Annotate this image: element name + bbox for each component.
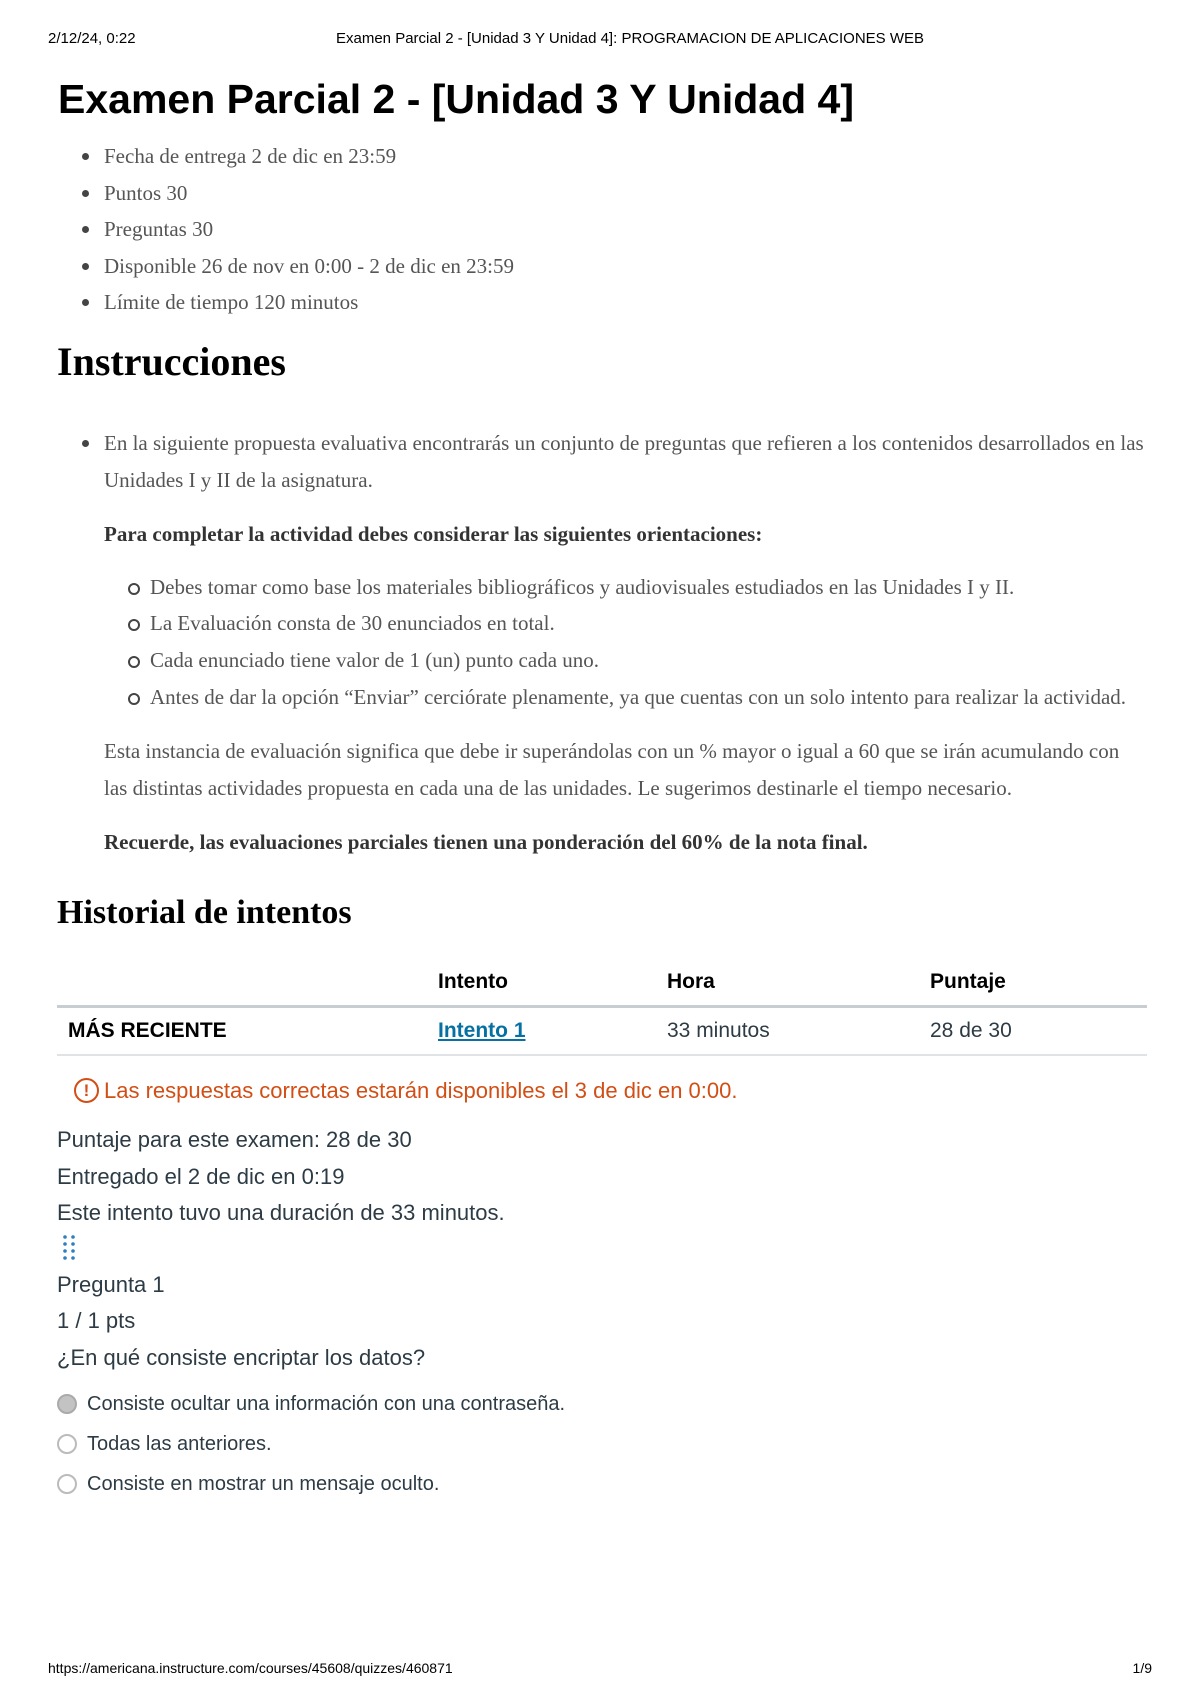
orientations-list xyxy=(123,569,1147,715)
attempt-cell xyxy=(438,1007,667,1055)
print-footer xyxy=(48,1660,1152,1680)
orientation-item: Antes de dar la opción “Enviar” cerciórate plenamente, ya que cuentas con un solo intento para realizar la actividad. xyxy=(123,679,1147,716)
answer-option[interactable] xyxy=(57,1384,1147,1424)
question-text: ¿En qué consiste encriptar los datos? xyxy=(57,1344,426,1370)
drag-handle-icon[interactable] xyxy=(62,1234,76,1260)
radio-selected-icon[interactable] xyxy=(57,1394,77,1414)
attempt-history-heading: Historial de intentos xyxy=(57,893,352,931)
orientations-title: Para completar la actividad debes considerar las siguientes orientaciones: xyxy=(104,522,763,547)
radio-icon[interactable] xyxy=(57,1434,77,1454)
print-url: https://americana.instructure.com/courses/45608/quizzes/460871 xyxy=(48,1660,453,1676)
quiz-details xyxy=(79,138,1147,321)
column-header-label xyxy=(57,959,438,1007)
orientation-item: Debes tomar como base los materiales bibliográficos y audiovisuales estudiados en las Unidades I y II. xyxy=(123,569,1147,606)
question-number: Pregunta 1 xyxy=(57,1271,165,1297)
quiz-detail-available: Disponible 26 de nov en 0:00 - 2 de dic en 23:59 xyxy=(79,248,1147,285)
submitted-at: Entregado el 2 de dic en 0:19 xyxy=(57,1163,345,1189)
print-header xyxy=(48,30,1152,50)
attempt-time: 33 minutos xyxy=(667,1019,770,1043)
answer-option[interactable] xyxy=(57,1424,1147,1464)
answers-availability-notice xyxy=(74,1078,1147,1104)
orientation-item: Cada enunciado tiene valor de 1 (un) punto cada uno. xyxy=(123,642,1147,679)
quiz-title: Examen Parcial 2 - [Unidad 3 Y Unidad 4] xyxy=(58,76,854,122)
column-header-time: Hora xyxy=(667,970,715,994)
evaluation-note: Esta instancia de evaluación significa que debe ir superándolas con un % mayor o igual a 60 que se irán acumulando con las distintas actividades propuesta en cada una de las unidades. Le sugerimos destinarle el tiempo necesario. xyxy=(104,739,1120,800)
instructions-heading: Instrucciones xyxy=(57,338,286,384)
quiz-detail-questions: Preguntas 30 xyxy=(79,211,1147,248)
quiz-content xyxy=(57,72,1147,1504)
print-document-title: Examen Parcial 2 - [Unidad 3 Y Unidad 4]: PROGRAMACION DE APLICACIONES WEB xyxy=(336,30,924,47)
question-1 xyxy=(57,1267,1147,1505)
answer-option[interactable] xyxy=(57,1464,1147,1504)
weighting-reminder: Recuerde, las evaluaciones parciales tienen una ponderación del 60% de la nota final. xyxy=(104,830,868,855)
quiz-detail-time-limit: Límite de tiempo 120 minutos xyxy=(79,284,1147,321)
column-header-attempt: Intento xyxy=(438,970,508,994)
table-header-row xyxy=(57,959,1147,1007)
quiz-detail-due: Fecha de entrega 2 de dic en 23:59 xyxy=(79,138,1147,175)
question-points: 1 / 1 pts xyxy=(57,1308,136,1334)
result-summary xyxy=(57,1122,1147,1232)
attempt-duration: Este intento tuvo una duración de 33 minutos. xyxy=(57,1200,505,1226)
instructions-intro: En la siguiente propuesta evaluativa encontrarás un conjunto de preguntas que refieren a los contenidos desarrollados en las Unidades I y II de la asignatura. xyxy=(79,425,1147,498)
instructions-body xyxy=(79,425,1147,861)
orientation-item: La Evaluación consta de 30 enunciados en total. xyxy=(123,605,1147,642)
column-header-score: Puntaje xyxy=(930,970,1006,994)
answer-options xyxy=(57,1384,1147,1504)
alert-circle-icon: ! xyxy=(74,1078,99,1103)
attempt-label: MÁS RECIENTE xyxy=(68,1019,227,1043)
print-datetime: 2/12/24, 0:22 xyxy=(48,30,136,47)
quiz-score: Puntaje para este examen: 28 de 30 xyxy=(57,1126,412,1152)
attempt-score: 28 de 30 xyxy=(930,1019,1012,1043)
attempt-history-table xyxy=(57,959,1147,1056)
print-page-number: 1/9 xyxy=(1132,1660,1152,1676)
notice-text: Las respuestas correctas estarán disponibles el 3 de dic en 0:00. xyxy=(104,1077,738,1103)
radio-icon[interactable] xyxy=(57,1474,77,1494)
table-row xyxy=(57,1007,1147,1055)
answer-text: Consiste en mostrar un mensaje oculto. xyxy=(87,1473,440,1496)
answer-text: Todas las anteriores. xyxy=(87,1433,272,1456)
attempt-1-link[interactable]: Intento 1 xyxy=(438,1019,526,1043)
quiz-detail-points: Puntos 30 xyxy=(79,175,1147,212)
answer-text: Consiste ocultar una información con una contraseña. xyxy=(87,1393,566,1416)
